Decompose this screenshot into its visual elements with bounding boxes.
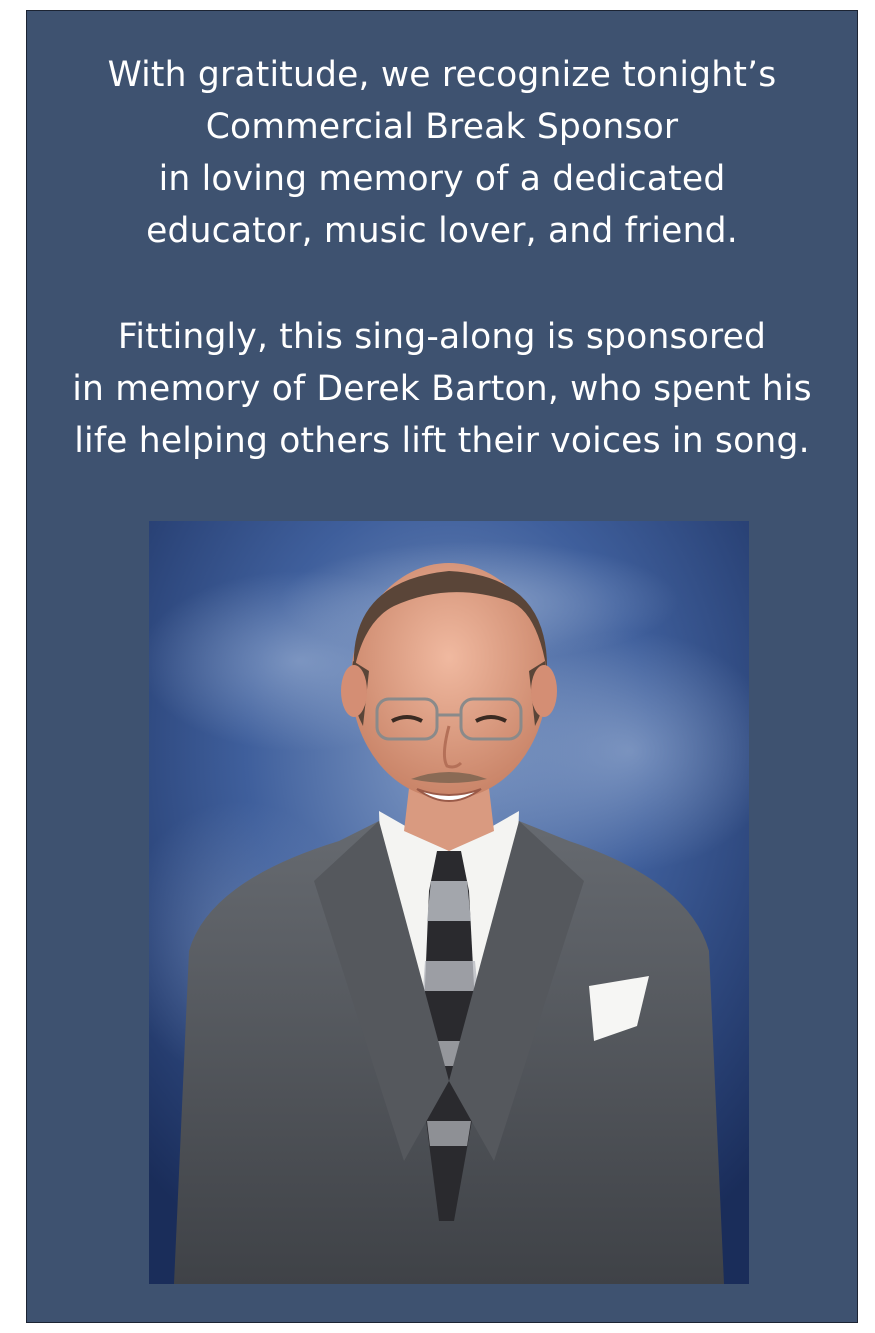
portrait-photo: [149, 521, 749, 1284]
memorial-text: [27, 311, 857, 467]
memorial-card: [26, 10, 858, 1323]
dedication-line-3: in loving memory of a dedicated: [158, 159, 726, 199]
dedication-line-4: educator, music lover, and friend.: [146, 211, 738, 251]
dedication-line-1: With gratitude, we recognize tonight’s: [107, 55, 777, 95]
memorial-line-1: Fittingly, this sing-along is sponsored: [117, 317, 767, 357]
dedication-line-2: Commercial Break Sponsor: [205, 107, 679, 147]
dedication-text: [27, 49, 857, 257]
memorial-line-2: in memory of Derek Barton, who spent his: [72, 369, 812, 409]
portrait-illustration: [149, 521, 749, 1284]
memorial-line-3: life helping others lift their voices in song.: [74, 421, 810, 461]
